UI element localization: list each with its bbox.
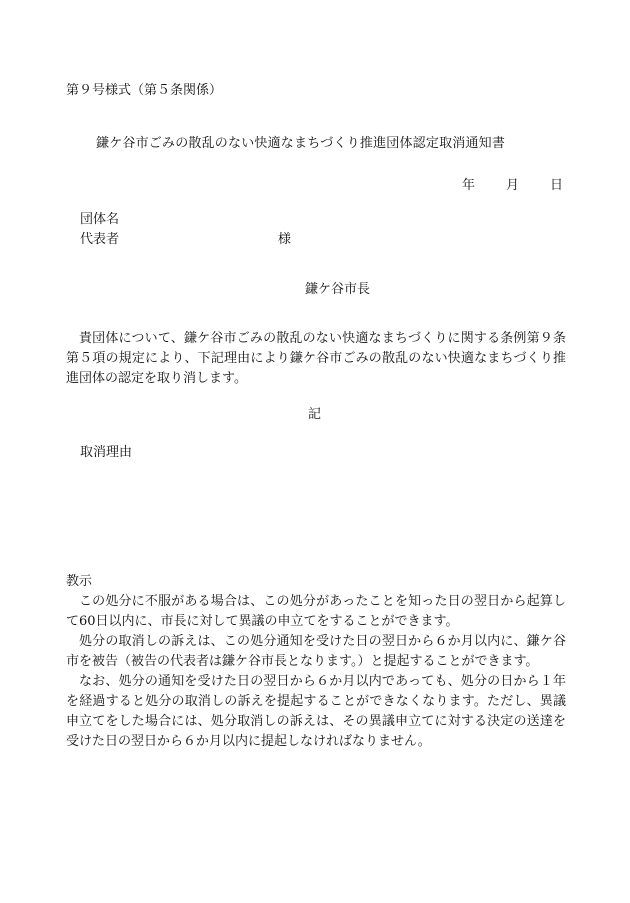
notice-heading: 教示 xyxy=(66,574,93,589)
date-day-label: 日 xyxy=(549,178,563,193)
notice-paragraph: なお、処分の通知を受けた日の翌日から６か月以内であっても、処分の日から１年を経過すると処分の取消しの訴えを提起することができなくなります。ただし、異議申立てをした場合には、処分取消しの訴えは、その異議申立てに対する決定の送達を受けた日の翌日から６か月以内に提起しなければなりません。 xyxy=(66,674,566,749)
representative-row xyxy=(80,228,292,247)
date-line xyxy=(462,174,563,193)
ki-marker: 記 xyxy=(308,407,322,422)
reason-label: 取消理由 xyxy=(80,445,133,460)
sender-mayor: 鎌ケ谷市長 xyxy=(305,282,371,297)
document-title: 鎌ケ谷市ごみの散乱のない快適なまちづくり推進団体認定取消通知書 xyxy=(96,136,506,151)
org-name-label: 団体名 xyxy=(80,212,120,227)
date-year-label: 年 xyxy=(461,178,475,193)
notice-section xyxy=(66,572,566,752)
representative-label: 代表者 xyxy=(80,232,120,247)
body-text xyxy=(66,329,566,389)
body-paragraph: 貴団体について、鎌ケ谷市ごみの散乱のない快適なまちづくりに関する条例第９条第５項の規定により、下記理由により鎌ケ谷市ごみの散乱のない快適なまちづくり推進団体の認定を取り消します。 xyxy=(66,331,566,386)
notice-paragraph: この処分に不服がある場合は、この処分があったことを知った日の翌日から起算して60日以内に、市長に対して異議の申立てをすることができます。 xyxy=(66,594,566,629)
date-month-label: 月 xyxy=(505,178,519,193)
form-number: 第９号様式（第５条関係） xyxy=(66,83,223,98)
notice-paragraph: 処分の取消しの訴えは、この処分通知を受けた日の翌日から６か月以内に、鎌ケ谷市を被告（被告の代表者は鎌ケ谷市長となります。）と提起することができます。 xyxy=(66,634,566,669)
honorific: 様 xyxy=(278,232,292,247)
